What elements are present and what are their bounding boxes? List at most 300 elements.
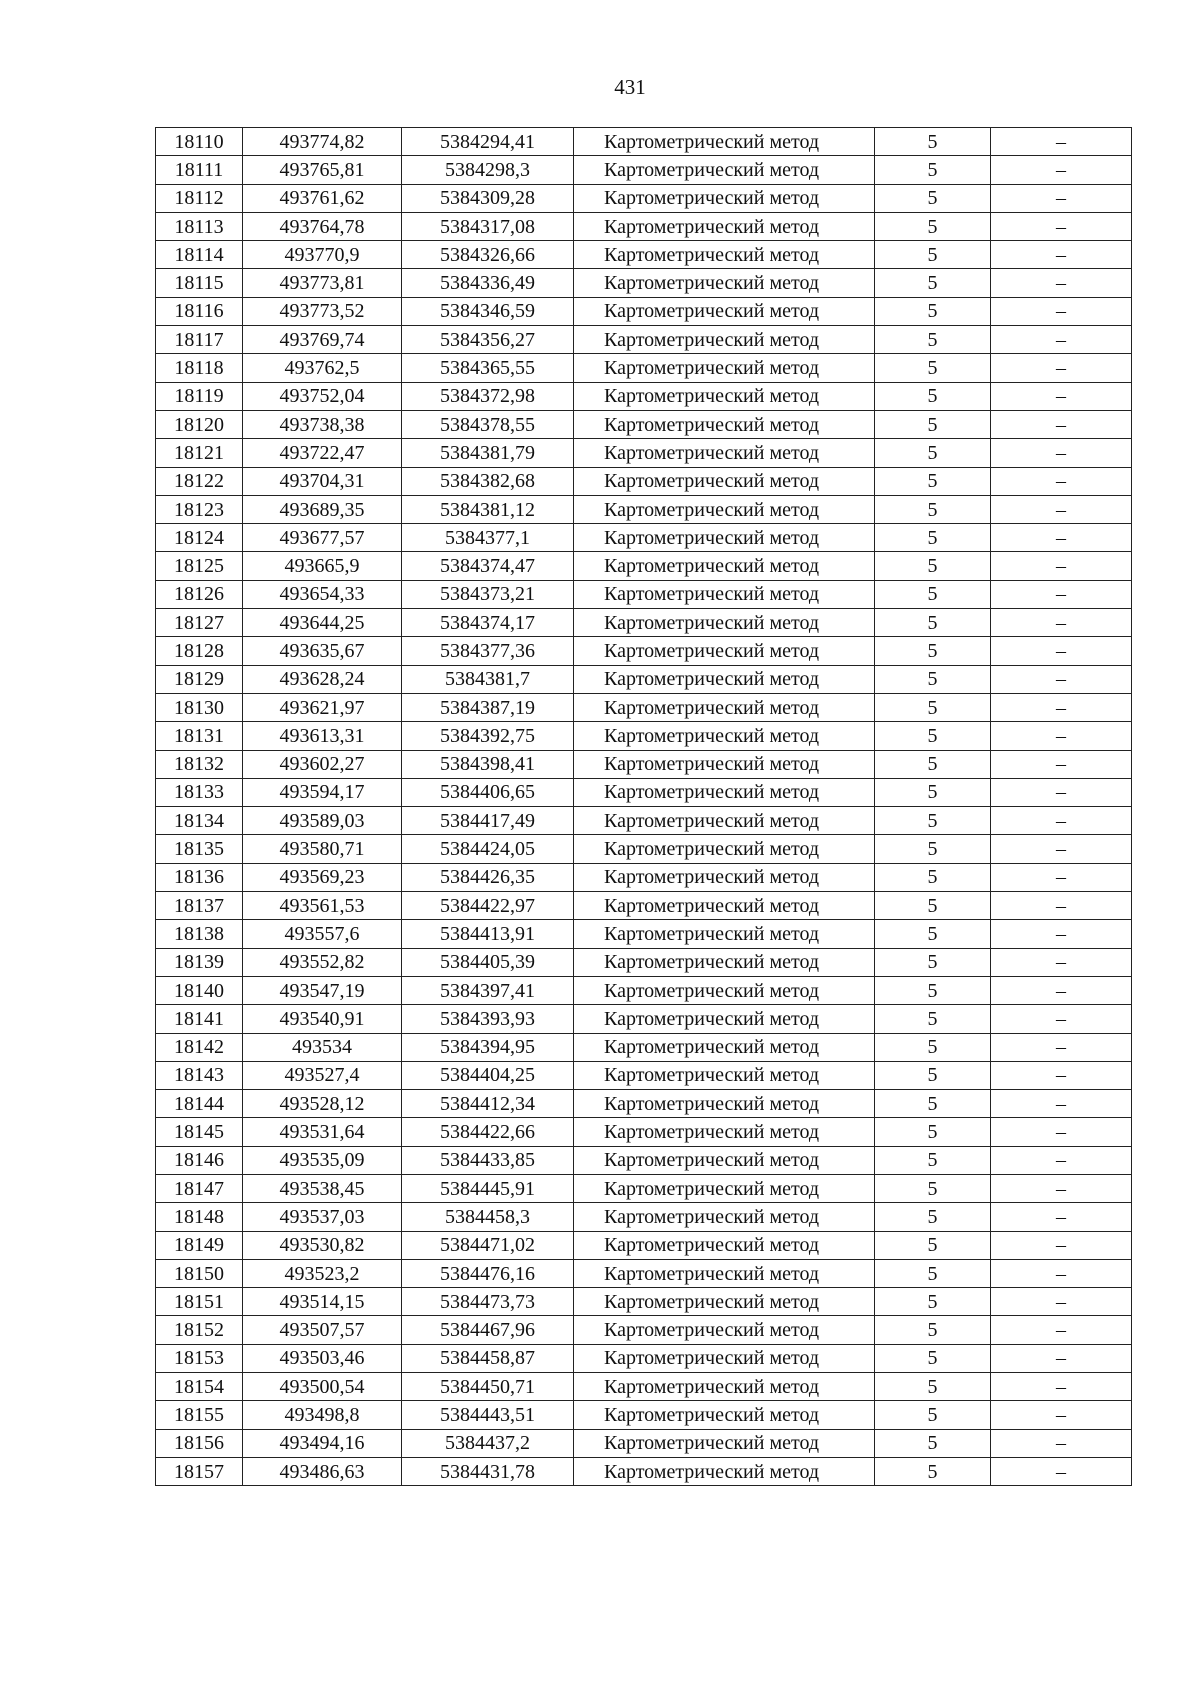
description-cell: – xyxy=(991,693,1132,721)
accuracy-cell: 5 xyxy=(875,637,991,665)
description-cell: – xyxy=(991,665,1132,693)
description-cell: – xyxy=(991,976,1132,1004)
point-number-cell: 18136 xyxy=(156,863,243,891)
x-coordinate-cell: 493540,91 xyxy=(243,1005,402,1033)
accuracy-cell: 5 xyxy=(875,156,991,184)
method-cell: Картометрический метод xyxy=(574,1174,875,1202)
accuracy-cell: 5 xyxy=(875,1090,991,1118)
y-coordinate-cell: 5384443,51 xyxy=(402,1401,574,1429)
x-coordinate-cell: 493594,17 xyxy=(243,778,402,806)
table-row xyxy=(156,976,1132,1004)
x-coordinate-cell: 493613,31 xyxy=(243,722,402,750)
accuracy-cell: 5 xyxy=(875,467,991,495)
y-coordinate-cell: 5384471,02 xyxy=(402,1231,574,1259)
accuracy-cell: 5 xyxy=(875,439,991,467)
point-number-cell: 18110 xyxy=(156,128,243,156)
method-cell: Картометрический метод xyxy=(574,892,875,920)
method-cell: Картометрический метод xyxy=(574,1401,875,1429)
table-row xyxy=(156,1457,1132,1485)
point-number-cell: 18149 xyxy=(156,1231,243,1259)
point-number-cell: 18132 xyxy=(156,750,243,778)
method-cell: Картометрический метод xyxy=(574,665,875,693)
y-coordinate-cell: 5384309,28 xyxy=(402,184,574,212)
accuracy-cell: 5 xyxy=(875,1316,991,1344)
y-coordinate-cell: 5384374,47 xyxy=(402,552,574,580)
x-coordinate-cell: 493770,9 xyxy=(243,241,402,269)
point-number-cell: 18123 xyxy=(156,495,243,523)
point-number-cell: 18131 xyxy=(156,722,243,750)
accuracy-cell: 5 xyxy=(875,665,991,693)
x-coordinate-cell: 493500,54 xyxy=(243,1373,402,1401)
description-cell: – xyxy=(991,297,1132,325)
x-coordinate-cell: 493486,63 xyxy=(243,1457,402,1485)
point-number-cell: 18135 xyxy=(156,835,243,863)
table-row xyxy=(156,1203,1132,1231)
point-number-cell: 18114 xyxy=(156,241,243,269)
description-cell: – xyxy=(991,1259,1132,1287)
accuracy-cell: 5 xyxy=(875,693,991,721)
accuracy-cell: 5 xyxy=(875,212,991,240)
point-number-cell: 18151 xyxy=(156,1288,243,1316)
description-cell: – xyxy=(991,354,1132,382)
point-number-cell: 18154 xyxy=(156,1373,243,1401)
method-cell: Картометрический метод xyxy=(574,1231,875,1259)
description-cell: – xyxy=(991,892,1132,920)
table-row xyxy=(156,778,1132,806)
x-coordinate-cell: 493752,04 xyxy=(243,382,402,410)
x-coordinate-cell: 493761,62 xyxy=(243,184,402,212)
y-coordinate-cell: 5384431,78 xyxy=(402,1457,574,1485)
table-row xyxy=(156,1033,1132,1061)
y-coordinate-cell: 5384473,73 xyxy=(402,1288,574,1316)
table-row xyxy=(156,212,1132,240)
y-coordinate-cell: 5384476,16 xyxy=(402,1259,574,1287)
table-body xyxy=(156,128,1132,1486)
accuracy-cell: 5 xyxy=(875,495,991,523)
y-coordinate-cell: 5384326,66 xyxy=(402,241,574,269)
method-cell: Картометрический метод xyxy=(574,297,875,325)
table-row xyxy=(156,1146,1132,1174)
y-coordinate-cell: 5384356,27 xyxy=(402,326,574,354)
description-cell: – xyxy=(991,439,1132,467)
method-cell: Картометрический метод xyxy=(574,1005,875,1033)
y-coordinate-cell: 5384445,91 xyxy=(402,1174,574,1202)
accuracy-cell: 5 xyxy=(875,382,991,410)
x-coordinate-cell: 493507,57 xyxy=(243,1316,402,1344)
y-coordinate-cell: 5384398,41 xyxy=(402,750,574,778)
accuracy-cell: 5 xyxy=(875,1174,991,1202)
description-cell: – xyxy=(991,1005,1132,1033)
y-coordinate-cell: 5384426,35 xyxy=(402,863,574,891)
method-cell: Картометрический метод xyxy=(574,439,875,467)
point-number-cell: 18155 xyxy=(156,1401,243,1429)
x-coordinate-cell: 493764,78 xyxy=(243,212,402,240)
method-cell: Картометрический метод xyxy=(574,1457,875,1485)
description-cell: – xyxy=(991,920,1132,948)
point-number-cell: 18117 xyxy=(156,326,243,354)
y-coordinate-cell: 5384381,12 xyxy=(402,495,574,523)
y-coordinate-cell: 5384317,08 xyxy=(402,212,574,240)
x-coordinate-cell: 493722,47 xyxy=(243,439,402,467)
x-coordinate-cell: 493704,31 xyxy=(243,467,402,495)
description-cell: – xyxy=(991,1174,1132,1202)
y-coordinate-cell: 5384394,95 xyxy=(402,1033,574,1061)
accuracy-cell: 5 xyxy=(875,892,991,920)
description-cell: – xyxy=(991,212,1132,240)
table-row xyxy=(156,1231,1132,1259)
accuracy-cell: 5 xyxy=(875,1457,991,1485)
description-cell: – xyxy=(991,128,1132,156)
method-cell: Картометрический метод xyxy=(574,495,875,523)
table-row xyxy=(156,637,1132,665)
y-coordinate-cell: 5384450,71 xyxy=(402,1373,574,1401)
table-row xyxy=(156,382,1132,410)
x-coordinate-cell: 493602,27 xyxy=(243,750,402,778)
point-number-cell: 18143 xyxy=(156,1061,243,1089)
method-cell: Картометрический метод xyxy=(574,269,875,297)
x-coordinate-cell: 493769,74 xyxy=(243,326,402,354)
accuracy-cell: 5 xyxy=(875,128,991,156)
x-coordinate-cell: 493528,12 xyxy=(243,1090,402,1118)
point-number-cell: 18140 xyxy=(156,976,243,1004)
accuracy-cell: 5 xyxy=(875,1344,991,1372)
y-coordinate-cell: 5384336,49 xyxy=(402,269,574,297)
accuracy-cell: 5 xyxy=(875,722,991,750)
accuracy-cell: 5 xyxy=(875,580,991,608)
point-number-cell: 18139 xyxy=(156,948,243,976)
point-number-cell: 18127 xyxy=(156,609,243,637)
method-cell: Картометрический метод xyxy=(574,637,875,665)
x-coordinate-cell: 493677,57 xyxy=(243,524,402,552)
x-coordinate-cell: 493765,81 xyxy=(243,156,402,184)
description-cell: – xyxy=(991,722,1132,750)
method-cell: Картометрический метод xyxy=(574,1118,875,1146)
table-row xyxy=(156,1090,1132,1118)
method-cell: Картометрический метод xyxy=(574,1316,875,1344)
x-coordinate-cell: 493537,03 xyxy=(243,1203,402,1231)
point-number-cell: 18141 xyxy=(156,1005,243,1033)
y-coordinate-cell: 5384433,85 xyxy=(402,1146,574,1174)
table-row xyxy=(156,128,1132,156)
accuracy-cell: 5 xyxy=(875,1231,991,1259)
method-cell: Картометрический метод xyxy=(574,1429,875,1457)
method-cell: Картометрический метод xyxy=(574,410,875,438)
y-coordinate-cell: 5384393,93 xyxy=(402,1005,574,1033)
y-coordinate-cell: 5384397,41 xyxy=(402,976,574,1004)
description-cell: – xyxy=(991,1033,1132,1061)
accuracy-cell: 5 xyxy=(875,354,991,382)
x-coordinate-cell: 493530,82 xyxy=(243,1231,402,1259)
method-cell: Картометрический метод xyxy=(574,807,875,835)
description-cell: – xyxy=(991,1457,1132,1485)
accuracy-cell: 5 xyxy=(875,778,991,806)
description-cell: – xyxy=(991,750,1132,778)
table-row xyxy=(156,297,1132,325)
y-coordinate-cell: 5384458,3 xyxy=(402,1203,574,1231)
x-coordinate-cell: 493527,4 xyxy=(243,1061,402,1089)
coordinates-table xyxy=(155,127,1132,1486)
x-coordinate-cell: 493547,19 xyxy=(243,976,402,1004)
y-coordinate-cell: 5384381,7 xyxy=(402,665,574,693)
accuracy-cell: 5 xyxy=(875,1061,991,1089)
description-cell: – xyxy=(991,410,1132,438)
point-number-cell: 18115 xyxy=(156,269,243,297)
method-cell: Картометрический метод xyxy=(574,722,875,750)
point-number-cell: 18125 xyxy=(156,552,243,580)
y-coordinate-cell: 5384374,17 xyxy=(402,609,574,637)
description-cell: – xyxy=(991,948,1132,976)
accuracy-cell: 5 xyxy=(875,1401,991,1429)
method-cell: Картометрический метод xyxy=(574,128,875,156)
description-cell: – xyxy=(991,1090,1132,1118)
description-cell: – xyxy=(991,1373,1132,1401)
description-cell: – xyxy=(991,863,1132,891)
method-cell: Картометрический метод xyxy=(574,326,875,354)
method-cell: Картометрический метод xyxy=(574,778,875,806)
description-cell: – xyxy=(991,1231,1132,1259)
accuracy-cell: 5 xyxy=(875,863,991,891)
y-coordinate-cell: 5384294,41 xyxy=(402,128,574,156)
accuracy-cell: 5 xyxy=(875,1033,991,1061)
description-cell: – xyxy=(991,1061,1132,1089)
table-row xyxy=(156,609,1132,637)
y-coordinate-cell: 5384417,49 xyxy=(402,807,574,835)
point-number-cell: 18122 xyxy=(156,467,243,495)
table-row xyxy=(156,920,1132,948)
description-cell: – xyxy=(991,1429,1132,1457)
point-number-cell: 18146 xyxy=(156,1146,243,1174)
x-coordinate-cell: 493538,45 xyxy=(243,1174,402,1202)
accuracy-cell: 5 xyxy=(875,1146,991,1174)
point-number-cell: 18113 xyxy=(156,212,243,240)
y-coordinate-cell: 5384458,87 xyxy=(402,1344,574,1372)
point-number-cell: 18121 xyxy=(156,439,243,467)
accuracy-cell: 5 xyxy=(875,1429,991,1457)
x-coordinate-cell: 493738,38 xyxy=(243,410,402,438)
x-coordinate-cell: 493498,8 xyxy=(243,1401,402,1429)
accuracy-cell: 5 xyxy=(875,1203,991,1231)
y-coordinate-cell: 5384372,98 xyxy=(402,382,574,410)
accuracy-cell: 5 xyxy=(875,241,991,269)
method-cell: Картометрический метод xyxy=(574,1033,875,1061)
method-cell: Картометрический метод xyxy=(574,212,875,240)
method-cell: Картометрический метод xyxy=(574,750,875,778)
description-cell: – xyxy=(991,184,1132,212)
method-cell: Картометрический метод xyxy=(574,241,875,269)
y-coordinate-cell: 5384346,59 xyxy=(402,297,574,325)
accuracy-cell: 5 xyxy=(875,297,991,325)
x-coordinate-cell: 493552,82 xyxy=(243,948,402,976)
accuracy-cell: 5 xyxy=(875,750,991,778)
accuracy-cell: 5 xyxy=(875,524,991,552)
y-coordinate-cell: 5384381,79 xyxy=(402,439,574,467)
point-number-cell: 18126 xyxy=(156,580,243,608)
point-number-cell: 18138 xyxy=(156,920,243,948)
y-coordinate-cell: 5384437,2 xyxy=(402,1429,574,1457)
point-number-cell: 18124 xyxy=(156,524,243,552)
description-cell: – xyxy=(991,1401,1132,1429)
accuracy-cell: 5 xyxy=(875,1259,991,1287)
table-row xyxy=(156,807,1132,835)
description-cell: – xyxy=(991,326,1132,354)
description-cell: – xyxy=(991,1316,1132,1344)
point-number-cell: 18144 xyxy=(156,1090,243,1118)
y-coordinate-cell: 5384422,97 xyxy=(402,892,574,920)
x-coordinate-cell: 493644,25 xyxy=(243,609,402,637)
description-cell: – xyxy=(991,241,1132,269)
x-coordinate-cell: 493773,52 xyxy=(243,297,402,325)
accuracy-cell: 5 xyxy=(875,410,991,438)
point-number-cell: 18137 xyxy=(156,892,243,920)
x-coordinate-cell: 493689,35 xyxy=(243,495,402,523)
method-cell: Картометрический метод xyxy=(574,835,875,863)
y-coordinate-cell: 5384424,05 xyxy=(402,835,574,863)
table-row xyxy=(156,524,1132,552)
method-cell: Картометрический метод xyxy=(574,1344,875,1372)
y-coordinate-cell: 5384422,66 xyxy=(402,1118,574,1146)
y-coordinate-cell: 5384365,55 xyxy=(402,354,574,382)
x-coordinate-cell: 493654,33 xyxy=(243,580,402,608)
method-cell: Картометрический метод xyxy=(574,580,875,608)
table-row xyxy=(156,1174,1132,1202)
method-cell: Картометрический метод xyxy=(574,552,875,580)
point-number-cell: 18112 xyxy=(156,184,243,212)
method-cell: Картометрический метод xyxy=(574,1061,875,1089)
description-cell: – xyxy=(991,1118,1132,1146)
table-row xyxy=(156,495,1132,523)
description-cell: – xyxy=(991,609,1132,637)
method-cell: Картометрический метод xyxy=(574,1090,875,1118)
method-cell: Картометрический метод xyxy=(574,863,875,891)
y-coordinate-cell: 5384404,25 xyxy=(402,1061,574,1089)
method-cell: Картометрический метод xyxy=(574,1203,875,1231)
y-coordinate-cell: 5384412,34 xyxy=(402,1090,574,1118)
table-row xyxy=(156,722,1132,750)
x-coordinate-cell: 493762,5 xyxy=(243,354,402,382)
description-cell: – xyxy=(991,1203,1132,1231)
accuracy-cell: 5 xyxy=(875,835,991,863)
point-number-cell: 18119 xyxy=(156,382,243,410)
table-row xyxy=(156,835,1132,863)
accuracy-cell: 5 xyxy=(875,807,991,835)
x-coordinate-cell: 493635,67 xyxy=(243,637,402,665)
accuracy-cell: 5 xyxy=(875,920,991,948)
accuracy-cell: 5 xyxy=(875,948,991,976)
method-cell: Картометрический метод xyxy=(574,976,875,1004)
x-coordinate-cell: 493535,09 xyxy=(243,1146,402,1174)
x-coordinate-cell: 493773,81 xyxy=(243,269,402,297)
description-cell: – xyxy=(991,807,1132,835)
table-row xyxy=(156,467,1132,495)
description-cell: – xyxy=(991,467,1132,495)
point-number-cell: 18129 xyxy=(156,665,243,693)
x-coordinate-cell: 493580,71 xyxy=(243,835,402,863)
x-coordinate-cell: 493621,97 xyxy=(243,693,402,721)
point-number-cell: 18133 xyxy=(156,778,243,806)
method-cell: Картометрический метод xyxy=(574,184,875,212)
point-number-cell: 18156 xyxy=(156,1429,243,1457)
x-coordinate-cell: 493665,9 xyxy=(243,552,402,580)
y-coordinate-cell: 5384406,65 xyxy=(402,778,574,806)
table-row xyxy=(156,1118,1132,1146)
method-cell: Картометрический метод xyxy=(574,1373,875,1401)
y-coordinate-cell: 5384382,68 xyxy=(402,467,574,495)
x-coordinate-cell: 493589,03 xyxy=(243,807,402,835)
point-number-cell: 18157 xyxy=(156,1457,243,1485)
point-number-cell: 18142 xyxy=(156,1033,243,1061)
table-row xyxy=(156,439,1132,467)
point-number-cell: 18116 xyxy=(156,297,243,325)
description-cell: – xyxy=(991,156,1132,184)
table-row xyxy=(156,1429,1132,1457)
point-number-cell: 18153 xyxy=(156,1344,243,1372)
table-row xyxy=(156,863,1132,891)
accuracy-cell: 5 xyxy=(875,1373,991,1401)
table-row xyxy=(156,1259,1132,1287)
method-cell: Картометрический метод xyxy=(574,1288,875,1316)
method-cell: Картометрический метод xyxy=(574,1259,875,1287)
x-coordinate-cell: 493774,82 xyxy=(243,128,402,156)
table-row xyxy=(156,552,1132,580)
accuracy-cell: 5 xyxy=(875,1005,991,1033)
accuracy-cell: 5 xyxy=(875,1118,991,1146)
point-number-cell: 18134 xyxy=(156,807,243,835)
table-row xyxy=(156,241,1132,269)
description-cell: – xyxy=(991,580,1132,608)
point-number-cell: 18152 xyxy=(156,1316,243,1344)
accuracy-cell: 5 xyxy=(875,326,991,354)
x-coordinate-cell: 493514,15 xyxy=(243,1288,402,1316)
point-number-cell: 18120 xyxy=(156,410,243,438)
table-row xyxy=(156,410,1132,438)
accuracy-cell: 5 xyxy=(875,609,991,637)
description-cell: – xyxy=(991,835,1132,863)
y-coordinate-cell: 5384377,36 xyxy=(402,637,574,665)
table-row xyxy=(156,1316,1132,1344)
method-cell: Картометрический метод xyxy=(574,467,875,495)
table-row xyxy=(156,269,1132,297)
table-row xyxy=(156,693,1132,721)
method-cell: Картометрический метод xyxy=(574,524,875,552)
method-cell: Картометрический метод xyxy=(574,693,875,721)
y-coordinate-cell: 5384298,3 xyxy=(402,156,574,184)
point-number-cell: 18148 xyxy=(156,1203,243,1231)
x-coordinate-cell: 493557,6 xyxy=(243,920,402,948)
x-coordinate-cell: 493569,23 xyxy=(243,863,402,891)
description-cell: – xyxy=(991,382,1132,410)
y-coordinate-cell: 5384405,39 xyxy=(402,948,574,976)
method-cell: Картометрический метод xyxy=(574,156,875,184)
table-row xyxy=(156,892,1132,920)
method-cell: Картометрический метод xyxy=(574,1146,875,1174)
method-cell: Картометрический метод xyxy=(574,920,875,948)
description-cell: – xyxy=(991,1288,1132,1316)
table-row xyxy=(156,948,1132,976)
description-cell: – xyxy=(991,778,1132,806)
point-number-cell: 18150 xyxy=(156,1259,243,1287)
description-cell: – xyxy=(991,269,1132,297)
method-cell: Картометрический метод xyxy=(574,948,875,976)
table-row xyxy=(156,1401,1132,1429)
table-row xyxy=(156,665,1132,693)
y-coordinate-cell: 5384373,21 xyxy=(402,580,574,608)
x-coordinate-cell: 493503,46 xyxy=(243,1344,402,1372)
y-coordinate-cell: 5384413,91 xyxy=(402,920,574,948)
y-coordinate-cell: 5384392,75 xyxy=(402,722,574,750)
y-coordinate-cell: 5384387,19 xyxy=(402,693,574,721)
description-cell: – xyxy=(991,552,1132,580)
table-row xyxy=(156,750,1132,778)
